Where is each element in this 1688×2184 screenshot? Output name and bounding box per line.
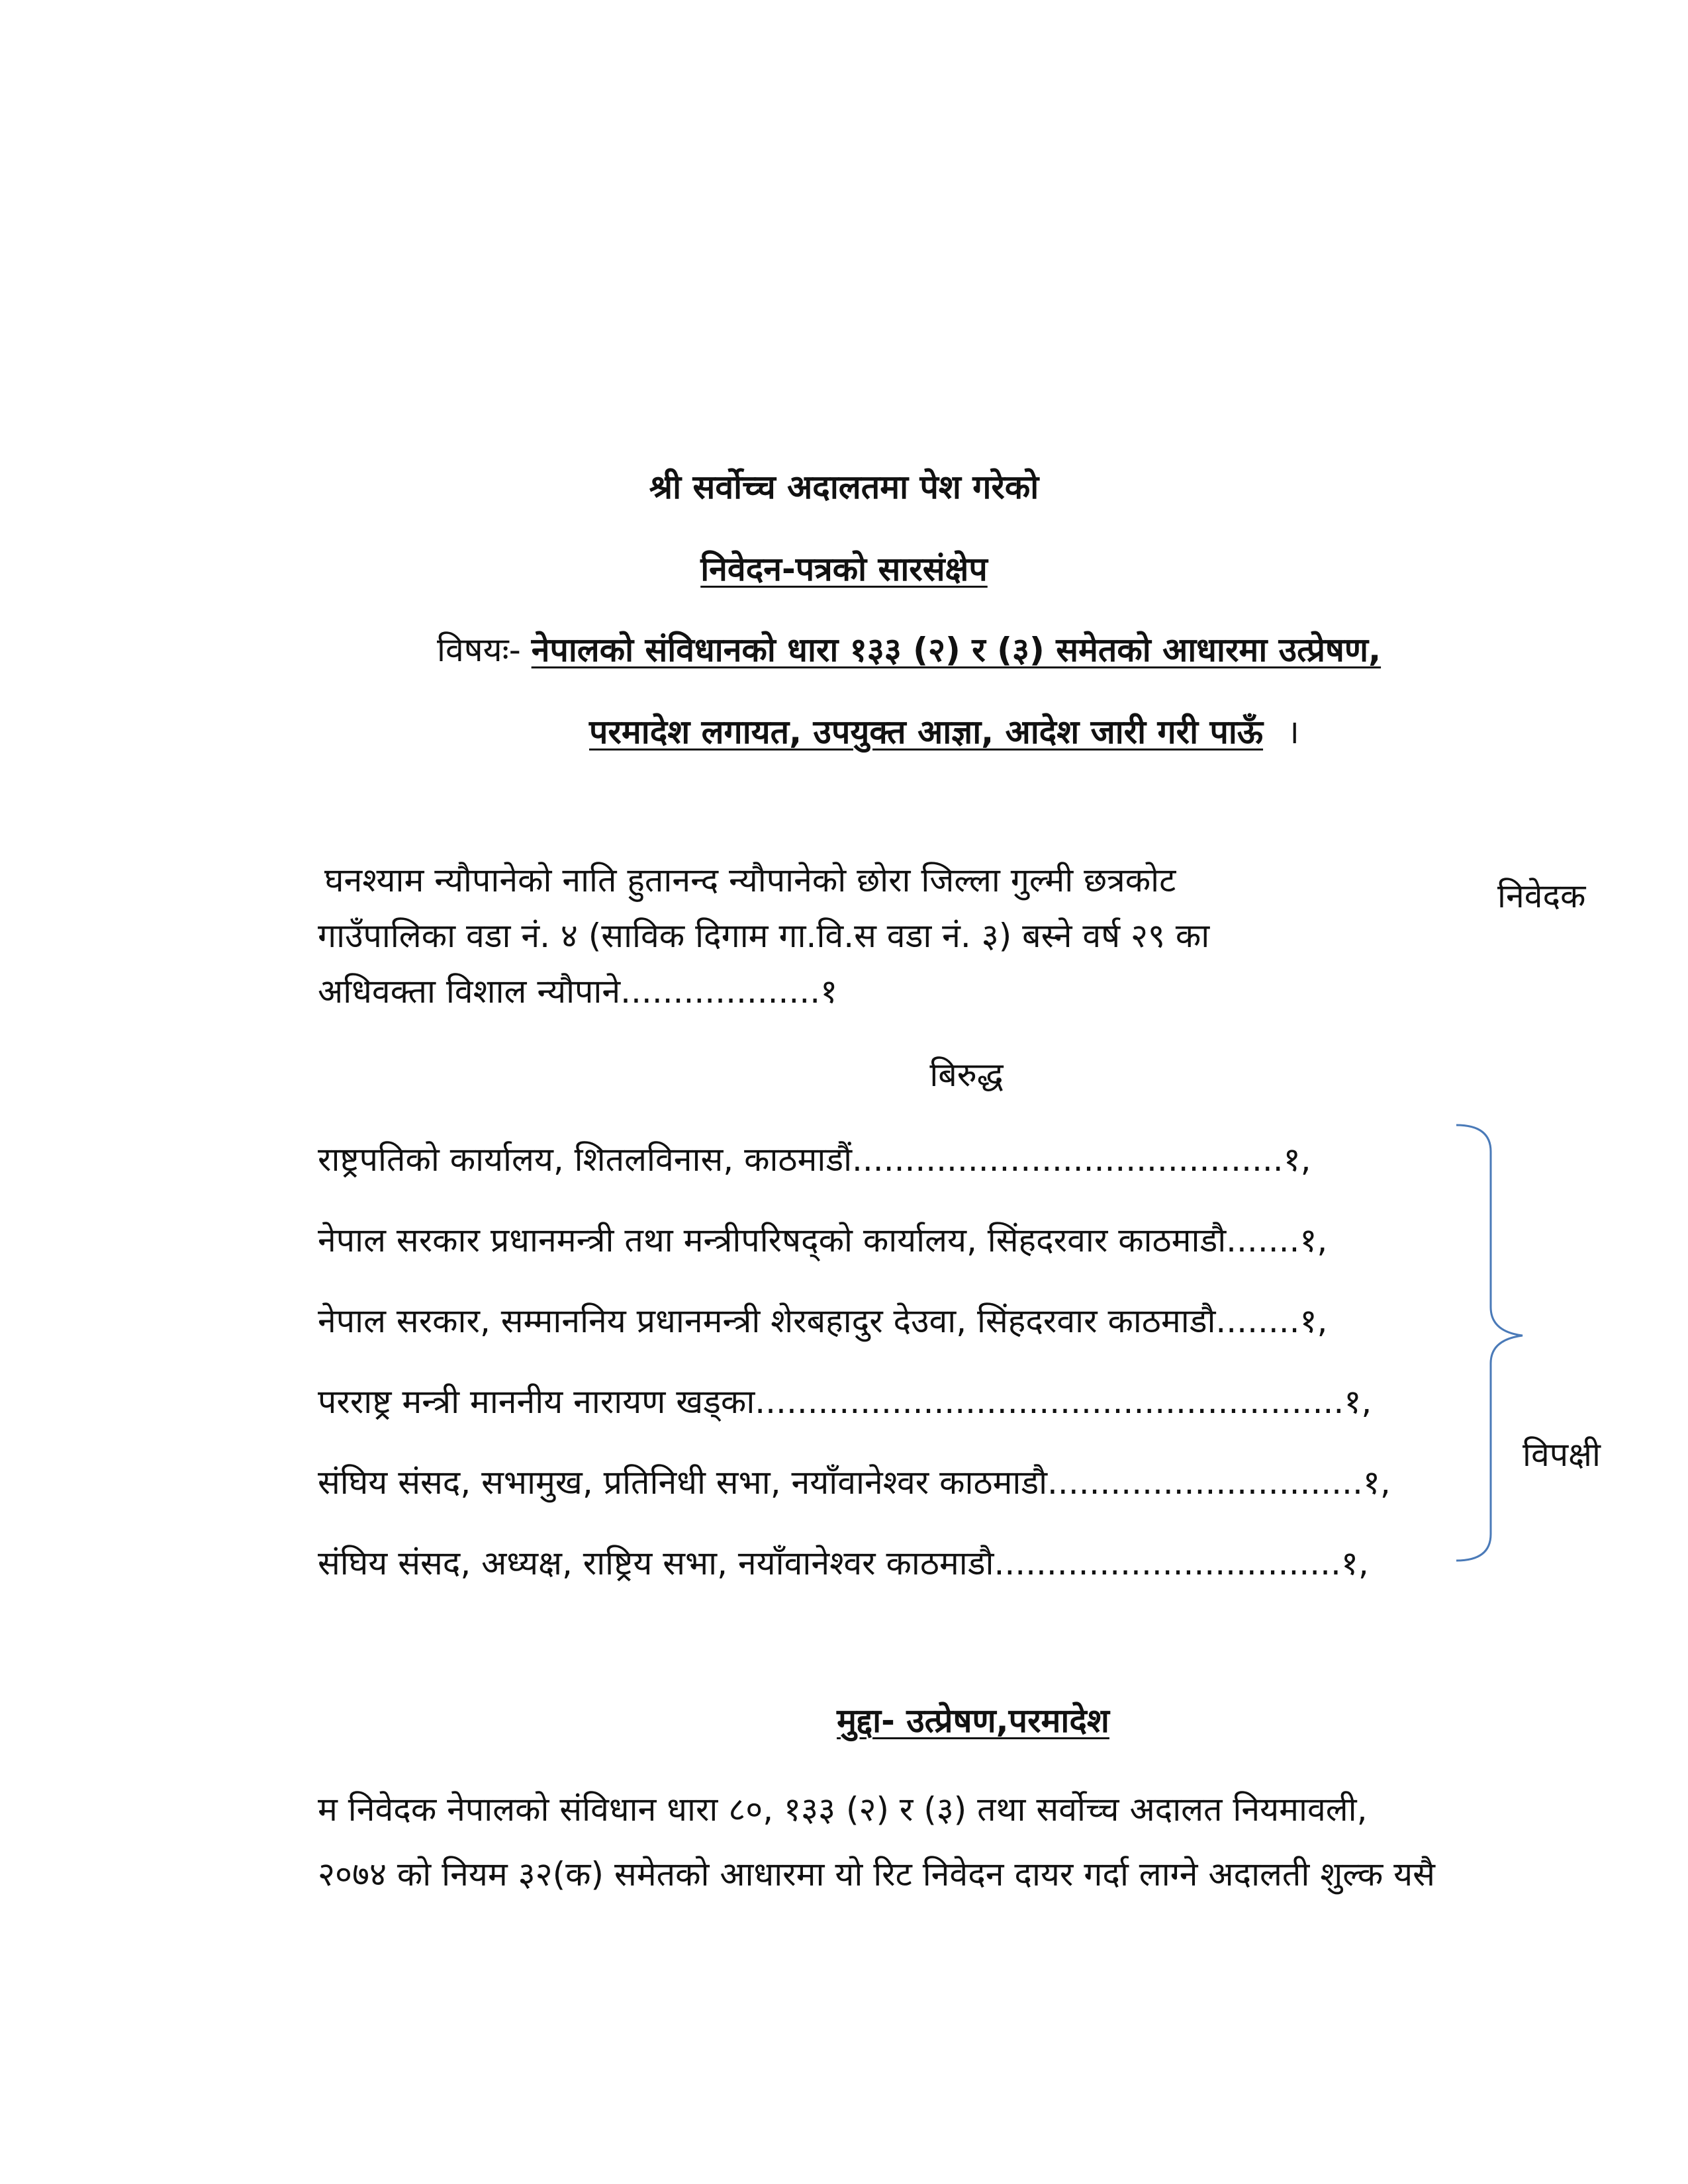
subject-text-line2: परमादेश लगायत, उपयुक्त आज्ञा, आदेश जारी गरी पाऊँ xyxy=(589,713,1264,751)
respondent-item: नेपाल सरकार, सम्माननिय प्रधानमन्त्री शेरबहादुर देउवा, सिंहदरवार काठमाडौ........१, xyxy=(318,1302,1328,1340)
respondent-item: संघिय संसद, अध्यक्ष, राष्ट्रिय सभा, नयाँवानेश्वर काठमाडौ.................................१, xyxy=(318,1544,1369,1582)
subject-label: विषयः- xyxy=(437,631,521,669)
versus-label: बिरुद्ध xyxy=(929,1056,1004,1094)
petitioner-line3: अधिवक्ता विशाल न्यौपाने...................१ xyxy=(318,972,838,1011)
respondent-item: परराष्ट्र मन्त्री माननीय नारायण खड्का........................................................१, xyxy=(318,1383,1372,1421)
respondent-item: संघिय संसद, सभामुख, प्रतिनिधी सभा, नयाँवानेश्वर काठमाडौ..............................१, xyxy=(318,1463,1391,1502)
petitioner-role: निवेदक xyxy=(1497,877,1586,915)
subject-text-line1: नेपालको संविधानको धारा १३३ (२) र (३) समेतको आधारमा उत्प्रेषण, xyxy=(531,631,1382,669)
respondent-item: नेपाल सरकार प्रधानमन्त्री तथा मन्त्रीपरिषद्‌को कार्यालय, सिंहदरवार काठमाडौ.......१, xyxy=(318,1221,1328,1259)
document-title: निवेदन-पत्रको सारसंक्षेप xyxy=(700,550,988,588)
respondents-role: विपक्षी xyxy=(1523,1435,1601,1474)
paragraph-line1: म निवेदक नेपालको संविधान धारा ८०, १३३ (२) र (३) तथा सर्वोच्च अदालत नियमावली, xyxy=(318,1790,1368,1829)
respondent-item: राष्ट्रपतिको कार्यालय, शितलविनास, काठमाडौं.........................................१, xyxy=(318,1140,1311,1179)
petitioner-line1: घनश्याम न्यौपानेको नाति हुतानन्द न्यौपानेको छोरा जिल्ला गुल्मी छत्रकोट xyxy=(324,861,1176,899)
case-title: मुद्दा- उत्प्रेषण,परमादेश xyxy=(837,1702,1109,1740)
paragraph-line2: २०७४ को नियम ३२(क) समेतको आधारमा यो रिट निवेदन दायर गर्दा लाग्ने अदालती शुल्क यसै xyxy=(318,1855,1435,1893)
subject-end-mark: । xyxy=(1286,713,1299,751)
petitioner-line2: गाउँपालिका वडा नं. ४ (साविक दिगाम गा.वि.स वडा नं. ३) बस्ने वर्ष २९ का xyxy=(318,917,1210,955)
court-heading: श्री सर्वोच्च अदालतमा पेश गरेको xyxy=(649,468,1039,506)
